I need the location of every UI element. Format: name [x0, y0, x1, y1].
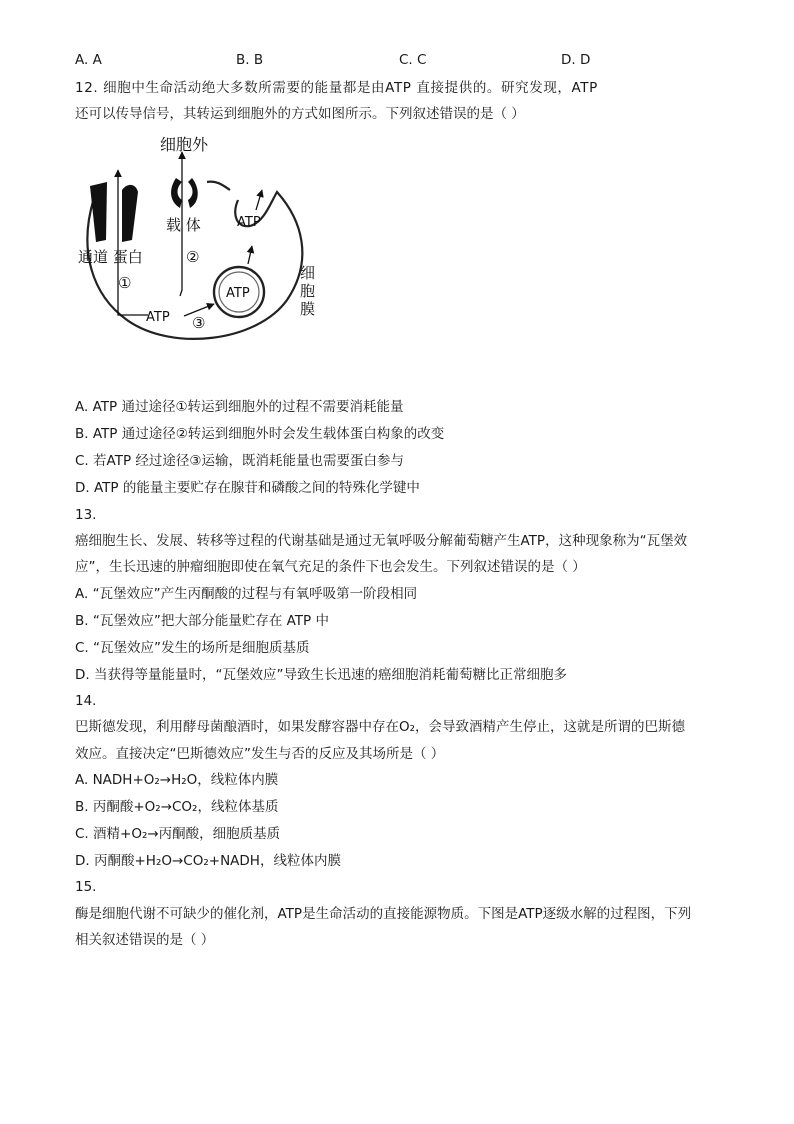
- option-b: B. B: [236, 52, 264, 68]
- channel-protein-left: [90, 182, 107, 242]
- label-membrane-2: 胞: [300, 282, 316, 300]
- cell-membrane-top: [207, 182, 230, 190]
- atp-transport-figure: [72, 130, 332, 345]
- q13-stem-line-2: 应”，生长迅速的肿瘤细胞即使在氧气充足的条件下也会发生。下列叙述错误的是（ ）: [75, 559, 586, 575]
- label-atp-vesicle: ATP: [226, 286, 250, 301]
- option-c: C. C: [399, 52, 427, 68]
- q13-number: 13.: [75, 507, 97, 523]
- option-a: A. A: [75, 52, 102, 68]
- q15-stem-line-2: 相关叙述错误的是（ ）: [75, 932, 215, 948]
- q14-stem-line-2: 效应。直接决定“巴斯德效应”发生与否的反应及其场所是（ ）: [75, 746, 445, 762]
- q15-number: 15.: [75, 879, 97, 895]
- label-atp-center: ATP: [146, 310, 170, 325]
- label-route-2: ②: [186, 248, 200, 266]
- q12-option-c: C. 若ATP 经过途径③运输，既消耗能量也需要蛋白参与: [75, 453, 404, 469]
- q13-stem-line-1: 癌细胞生长、发展、转移等过程的代谢基础是通过无氧呼吸分解葡萄糖产生ATP，这种现象称为“瓦堡效: [75, 533, 688, 549]
- label-route-1: ①: [118, 274, 132, 292]
- q13-option-b: B. “瓦堡效应”把大部分能量贮存在 ATP 中: [75, 613, 329, 629]
- q13-option-a: A. “瓦堡效应”产生丙酮酸的过程与有氧呼吸第一阶段相同: [75, 586, 418, 602]
- label-membrane-3: 膜: [300, 300, 316, 318]
- q13-option-c: C. “瓦堡效应”发生的场所是细胞质基质: [75, 640, 310, 656]
- q12-option-a: A. ATP 通过途径①转运到细胞外的过程不需要消耗能量: [75, 399, 404, 415]
- label-membrane-1: 细: [300, 264, 316, 282]
- q15-stem-line-1: 酶是细胞代谢不可缺少的催化剂，ATP是生命活动的直接能源物质。下图是ATP逐级水解的过程图，下列: [75, 906, 692, 922]
- label-channel: 通道 蛋白: [78, 248, 143, 266]
- q14-number: 14.: [75, 693, 97, 709]
- atp-release-arrow: [256, 190, 262, 210]
- q14-option-c: C. 酒精+O₂→丙酮酸，细胞质基质: [75, 826, 281, 842]
- q14-stem-line-1: 巴斯德发现，利用酵母菌酿酒时，如果发酵容器中存在O₂，会导致酒精产生停止，这就是所谓的巴斯德: [75, 719, 686, 735]
- q12-option-d: D. ATP 的能量主要贮存在腺苷和磷酸之间的特殊化学键中: [75, 480, 420, 496]
- channel-protein-right: [122, 185, 138, 242]
- prev-question-options: [75, 52, 635, 70]
- label-outside: 细胞外: [160, 135, 209, 154]
- label-carrier: 载 体: [166, 216, 201, 234]
- option-d: D. D: [561, 52, 591, 68]
- q14-option-d: D. 丙酮酸+H₂O→CO₂+NADH，线粒体内膜: [75, 853, 341, 869]
- carrier-protein-right: [188, 178, 198, 208]
- carrier-protein-left: [171, 178, 182, 208]
- q12-option-b: B. ATP 通过途径②转运到细胞外时会发生载体蛋白构象的改变: [75, 426, 445, 442]
- label-atp-released: ATP: [237, 215, 261, 230]
- label-route-3: ③: [192, 314, 206, 332]
- vesicle-exit-arrow: [248, 246, 252, 264]
- q14-option-b: B. 丙酮酸+O₂→CO₂，线粒体基质: [75, 799, 279, 815]
- q13-option-d: D. 当获得等量能量时，“瓦堡效应”导致生长迅速的癌细胞消耗葡萄糖比正常细胞多: [75, 667, 567, 683]
- q12-stem-line-2: 还可以传导信号，其转运到细胞外的方式如图所示。下列叙述错误的是（ ）: [75, 106, 525, 122]
- q14-option-a: A. NADH+O₂→H₂O，线粒体内膜: [75, 772, 279, 788]
- q12-stem-line-1: 12. 细胞中生命活动绝大多数所需要的能量都是由ATP 直接提供的。研究发现，ATP: [75, 80, 598, 96]
